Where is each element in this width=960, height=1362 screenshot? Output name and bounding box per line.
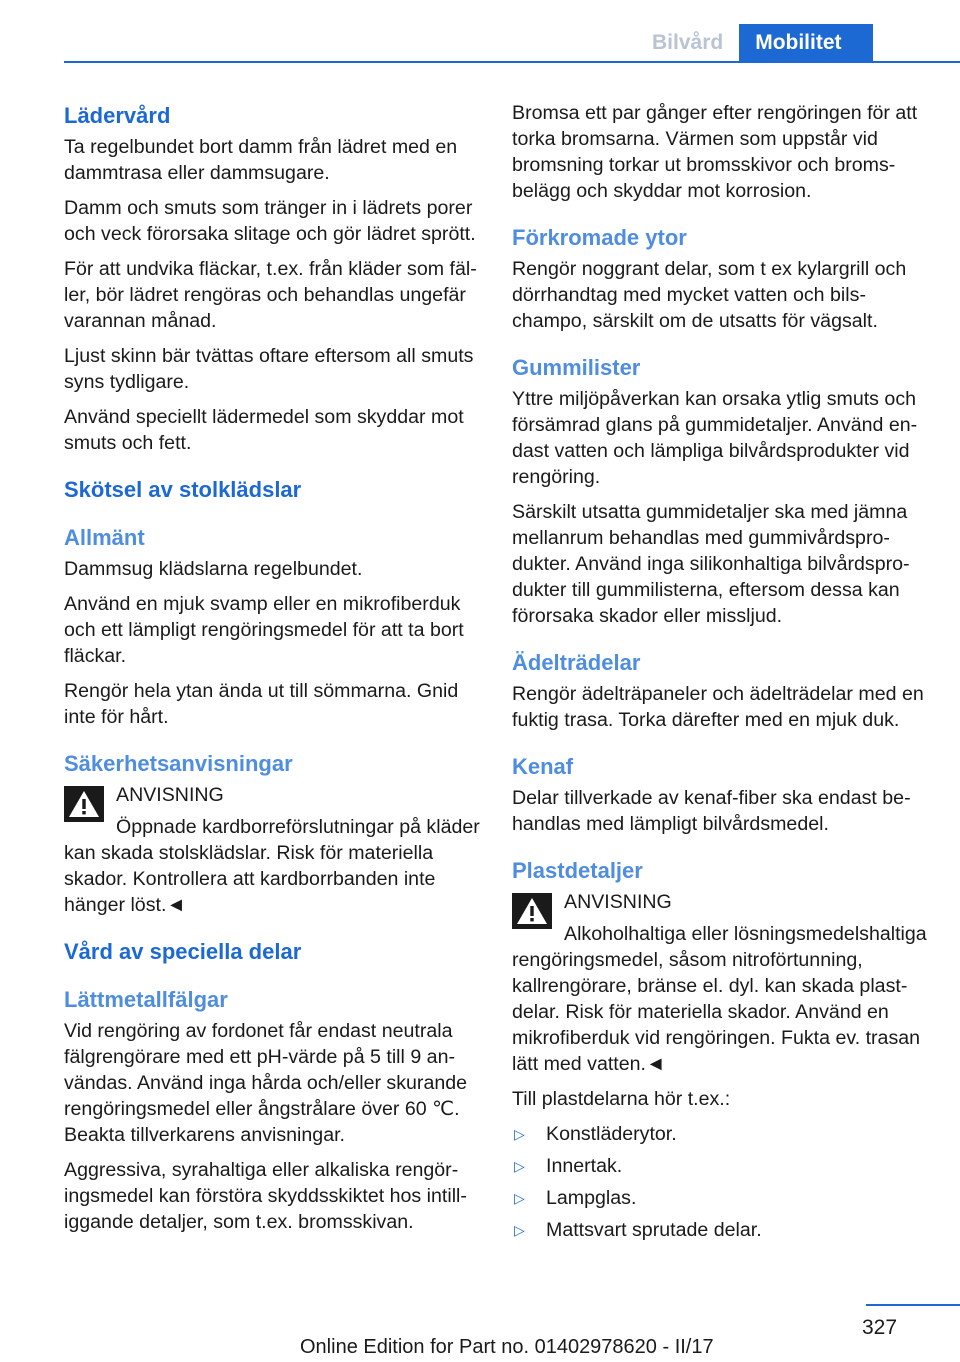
paragraph: Ljust skinn bär tvättas oftare eftersom all smuts syns tydligare. — [64, 345, 474, 393]
paragraph: Använd en mjuk svamp eller en mikrofiberduk och ett lämpligt rengöringsmedel för att ta bort fläckar. — [64, 593, 464, 667]
heading-skotsel: Skötsel av stolklädslar — [64, 477, 302, 502]
heading-gummilister: Gummilister — [512, 355, 641, 380]
heading-allmant: Allmänt — [64, 525, 145, 550]
paragraph: För att undvika fläckar, t.ex. från kläder som fäller, bör lädret rengöras och behandlas ungefär varannan månad. — [64, 258, 477, 332]
note-heading: ANVISNING — [116, 784, 224, 806]
paragraph: Damm och smuts som tränger in i lädrets porer och veck förorsaka slitage och gör lädret sprött. — [64, 197, 476, 245]
paragraph: Ta regelbundet bort damm från lädret med en dammtrasa eller dammsugare. — [64, 136, 458, 184]
paragraph: Till plastdelarna hör t.ex.: — [512, 1088, 731, 1110]
list-item: ▷ Konstläderytor. — [514, 1123, 677, 1145]
warning-triangle-icon — [512, 893, 552, 929]
paragraph: Aggressiva, syrahaltiga eller alkaliska rengöringsmedel kan förstöra skyddsskiktet hos intilliggande detaljer, som t.ex. bromsskivan. — [64, 1159, 467, 1233]
paragraph: Rengör hela ytan ända ut till sömmarna. Gnid inte för hårt. — [64, 680, 459, 728]
bullet-triangle-icon: ▷ — [514, 1126, 525, 1142]
right-column — [512, 100, 932, 1249]
heading-adeltradelar: Ädelträdelar — [512, 650, 641, 675]
tab-bilvard[interactable]: Bilvård — [636, 24, 739, 62]
paragraph: Rengör noggrant delar, som t ex kylargrill och dörrhandtag med mycket vatten och bilschampo, särskilt om de utsatts för vägsalt. — [512, 258, 907, 332]
heading-plastdetaljer: Plastdetaljer — [512, 858, 643, 883]
heading-lattmetall: Lättmetallfälgar — [64, 987, 228, 1012]
paragraph: Använd speciellt lädermedel som skyddar mot smuts och fett. — [64, 406, 464, 454]
paragraph: Bromsa ett par gånger efter rengöringen för att torka bromsarna. Värmen som uppstår vid bromsning torkar ut bromsskivor och bromsbelägg och skyddar mot korrosion. — [512, 102, 918, 202]
heading-forkromade: Förkromade ytor — [512, 225, 687, 250]
warning-note — [64, 782, 484, 918]
heading-kenaf: Kenaf — [512, 754, 574, 779]
footer-rule — [866, 1304, 960, 1306]
warning-note — [512, 889, 932, 1077]
list-item: ▷ Mattsvart sprutade delar. — [514, 1219, 762, 1241]
page-number: 327 — [862, 1316, 898, 1339]
heading-ladervard: Lädervård — [64, 103, 171, 128]
note-text: Öppnade kardborreförslutningar på kläder kan skada stolsklädslar. Risk för materiella skador. Kontrollera att kardborrbanden inte hänger löst.◄ — [64, 816, 480, 916]
tab-mobilitet[interactable]: Mobilitet — [739, 24, 873, 62]
warning-triangle-icon — [64, 786, 104, 822]
header-rule — [64, 61, 960, 63]
heading-vard-speciella: Vård av speciella delar — [64, 939, 302, 964]
heading-sakerhet: Säkerhetsanvisningar — [64, 751, 293, 776]
bullet-triangle-icon: ▷ — [514, 1190, 525, 1206]
note-text: Alkoholhaltiga eller lösningsmedelshaltiga rengöringsmedel, såsom nitroförtunning, kallrengörare, bränse el. dyl. kan skada plastdelar. Risk för materiella skador. Använd en mikrofiberduk vid rengöringen. Fukta ev. trasan lätt med vatten.◄ — [512, 923, 927, 1075]
left-column — [64, 100, 484, 1244]
plast-list — [512, 1121, 932, 1243]
list-item: ▷ Innertak. — [514, 1155, 623, 1177]
paragraph: Vid rengöring av fordonet får endast neutrala fälgrengörare med ett pH-värde på 5 till 9 användas. Använd inga hårda och/eller skurande rengöringsmedel eller ångstrålare över 60 ℃. Beakta tillverkarens anvisningar. — [64, 1020, 468, 1146]
paragraph: Särskilt utsatta gummidetaljer ska med jämna mellanrum behandlas med gummivårdsprodukter. Använd inga silikonhaltiga bilvårdsprodukter till gummilisterna, eftersom dessa kan förorsaka skador eller missljud. — [512, 501, 910, 627]
paragraph: Dammsug klädslarna regelbundet. — [64, 558, 363, 580]
list-item: ▷ Lampglas. — [514, 1187, 637, 1209]
paragraph: Delar tillverkade av kenaf-fiber ska endast behandlas med lämpligt bilvårdsmedel. — [512, 787, 911, 835]
section-tabs — [636, 24, 873, 62]
edition-footer: Online Edition for Part no. 01402978620 - II/17 — [300, 1336, 714, 1358]
bullet-triangle-icon: ▷ — [514, 1158, 525, 1174]
bullet-triangle-icon: ▷ — [514, 1222, 525, 1238]
paragraph: Yttre miljöpåverkan kan orsaka ytlig smuts och försämrad glans på gummidetaljer. Använd endast vatten och lämpliga bilvårdsprodukter vid rengöring. — [512, 388, 918, 488]
paragraph: Rengör ädelträpaneler och ädelträdelar med en fuktig trasa. Torka därefter med en mjuk duk. — [512, 683, 924, 731]
note-heading: ANVISNING — [564, 891, 672, 913]
